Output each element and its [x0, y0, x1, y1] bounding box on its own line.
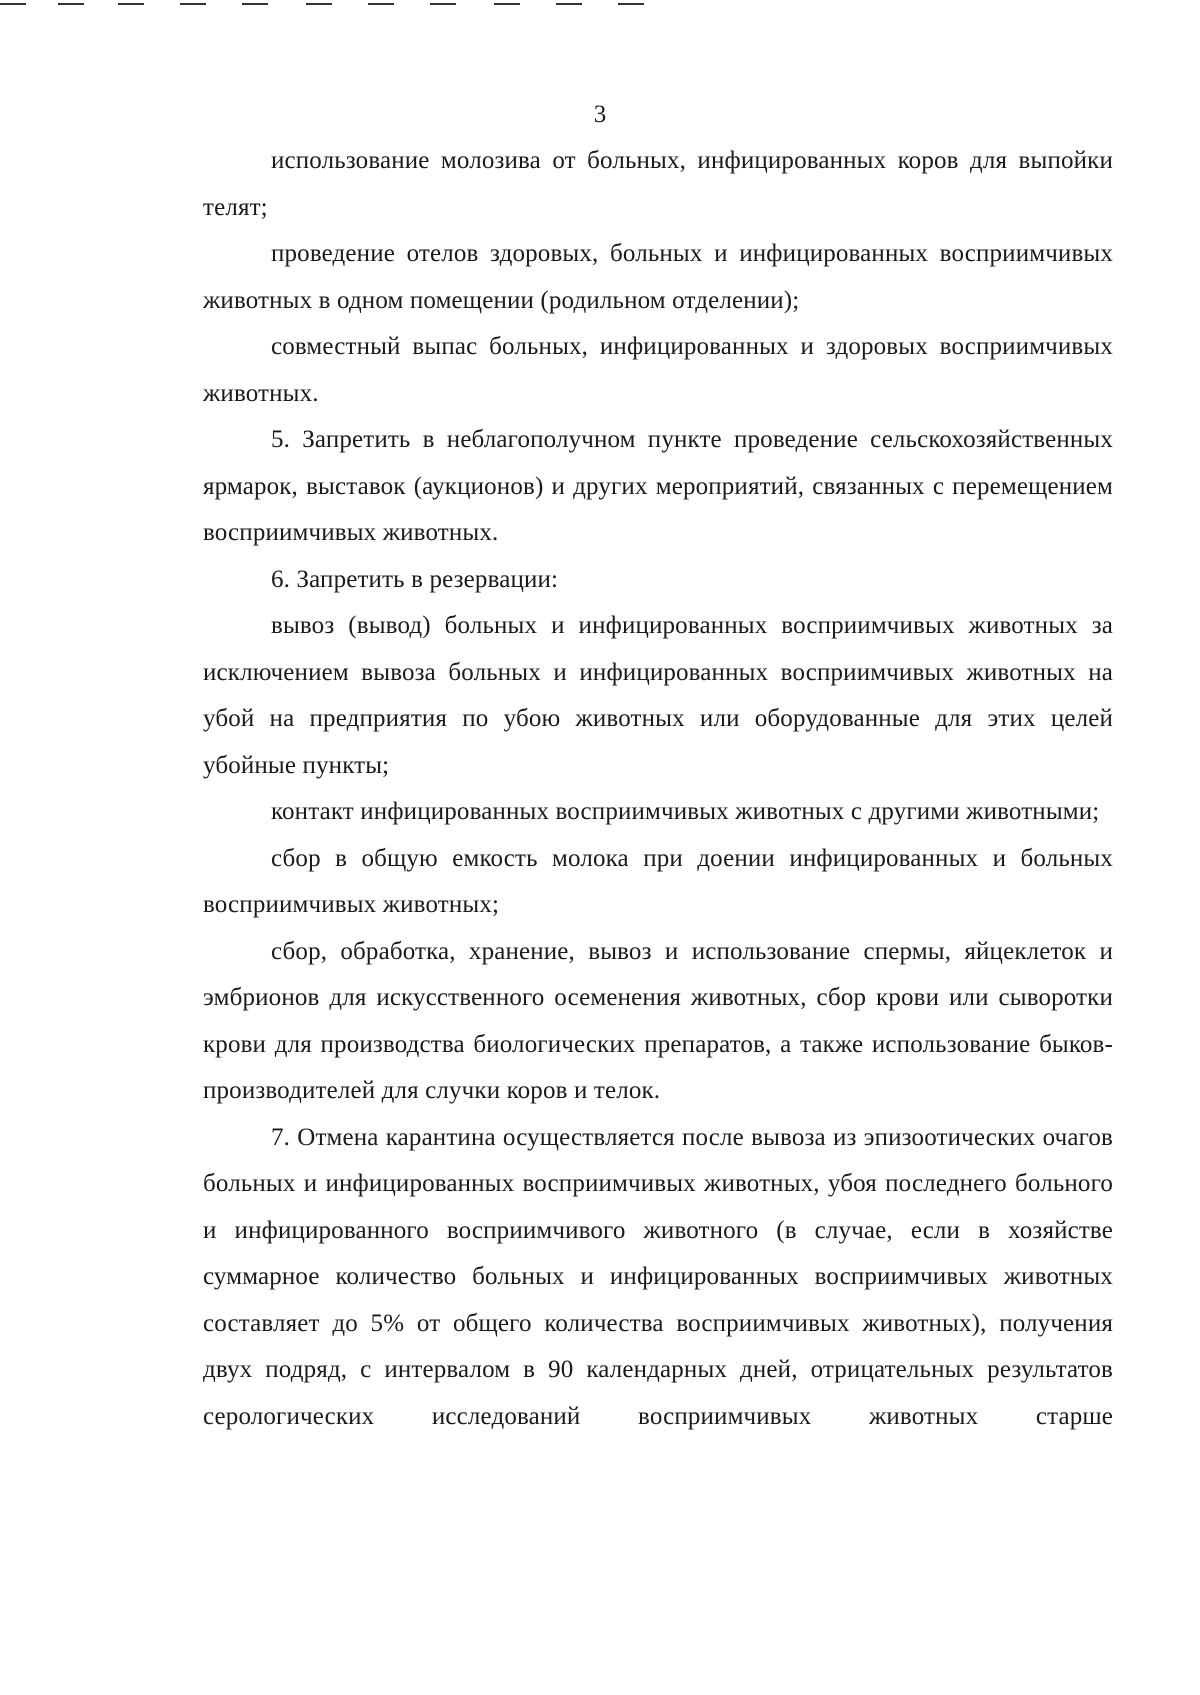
scan-mark [0, 3, 26, 5]
paragraph-contact: контакт инфицированных восприимчивых животных с другими животными; [271, 798, 1100, 825]
scan-mark [242, 3, 268, 5]
page-number: 3 [593, 101, 607, 128]
scan-mark [368, 3, 394, 5]
scan-mark [494, 3, 520, 5]
paragraph-removal: вывоз (вывод) больных и инфицированных восприимчивых животных за исключением вывоза больных и инфицированных восприимчивых животных на убой на предприятия по убою животных или оборудованные для этих целей убойные пункты; [203, 612, 1113, 779]
scan-mark [118, 3, 144, 5]
scan-mark [306, 3, 332, 5]
scan-mark [556, 3, 582, 5]
paragraph-colostrum-use: использование молозива от больных, инфицированных коров для выпойки телят; [203, 147, 1113, 221]
paragraph-item-7: 7. Отмена карантина осуществляется после вывоза из эпизоотических очагов больных и инфицированных восприимчивых животных, убоя последнего больного и инфицированного восприимчивого животного (в случае, если в хозяйстве суммарное количество больных и инфицированных восприимчивых животных составляет до 5% от общего количества восприимчивых животных), получения двух подряд, с интервалом в 90 календарных дней, отрицательных результатов серологических исследований восприимчивых животных старше [203, 1123, 1113, 1430]
scan-mark [430, 3, 456, 5]
paragraph-item-5: 5. Запретить в неблагополучном пункте проведение сельскохозяйственных ярмарок, выставок (аукционов) и других мероприятий, связанных с перемещением восприимчивых животных. [203, 426, 1113, 546]
document-body [203, 138, 1113, 1440]
paragraph-calving: проведение отелов здоровых, больных и инфицированных восприимчивых животных в одном помещении (родильном отделении); [203, 240, 1113, 314]
paragraph-semen-collection: сбор, обработка, хранение, вывоз и использование спермы, яйцеклеток и эмбрионов для искусственного осеменения животных, сбор крови или сыворотки крови для производства биологических препаратов, а также использование быков-производителей для случки коров и телок. [203, 937, 1113, 1104]
scan-mark [180, 3, 206, 5]
scan-mark [618, 3, 644, 5]
scan-edge-marks [0, 0, 700, 6]
scan-mark [58, 3, 84, 5]
paragraph-joint-grazing: совместный выпас больных, инфицированных и здоровых восприимчивых животных. [203, 333, 1113, 407]
paragraph-item-6: 6. Запретить в резервации: [271, 565, 559, 593]
paragraph-milk-collection: сбор в общую емкость молока при доении инфицированных и больных восприимчивых животных; [203, 844, 1113, 918]
